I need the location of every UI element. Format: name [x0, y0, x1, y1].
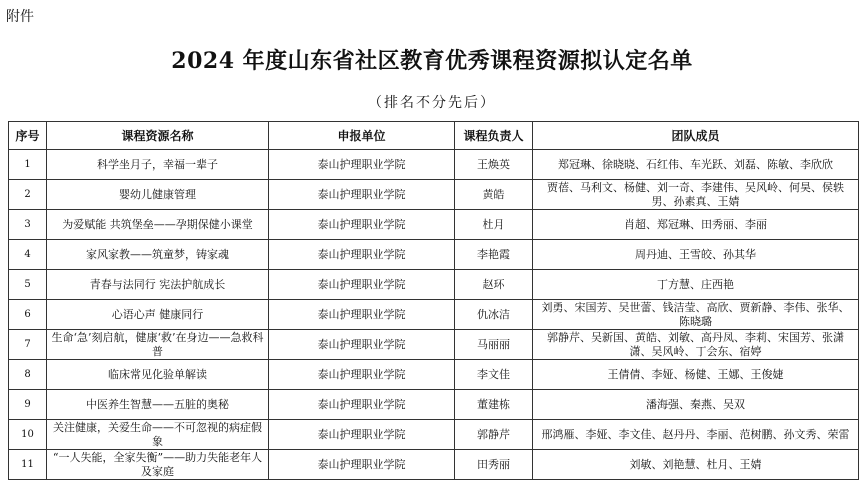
cell-leader: 仇冰洁 — [455, 300, 533, 330]
header-leader: 课程负责人 — [455, 122, 533, 150]
cell-unit: 泰山护理职业学院 — [269, 420, 455, 450]
cell-index: 9 — [9, 390, 47, 420]
cell-team: 刘敏、刘艳慧、杜月、王婧 — [533, 450, 859, 480]
cell-index: 1 — [9, 150, 47, 180]
table-row — [9, 420, 859, 450]
table-row — [9, 270, 859, 300]
table-row — [9, 450, 859, 480]
cell-team: 邢鸿雁、李娅、李文佳、赵丹丹、李丽、范树鹏、孙文秀、荣雷 — [533, 420, 859, 450]
cell-team: 丁方慧、庄西艳 — [533, 270, 859, 300]
table-row — [9, 360, 859, 390]
table-row — [9, 390, 859, 420]
cell-unit: 泰山护理职业学院 — [269, 210, 455, 240]
cell-unit: 泰山护理职业学院 — [269, 300, 455, 330]
cell-course-name: 为爱赋能 共筑堡垒——孕期保健小课堂 — [47, 210, 269, 240]
cell-unit: 泰山护理职业学院 — [269, 270, 455, 300]
cell-index: 5 — [9, 270, 47, 300]
cell-leader: 马丽丽 — [455, 330, 533, 360]
cell-unit: 泰山护理职业学院 — [269, 150, 455, 180]
cell-index: 6 — [9, 300, 47, 330]
cell-team: 贾蓓、马利文、杨健、刘一奇、李建伟、吴风岭、何昊、侯轶男、孙素真、王婧 — [533, 180, 859, 210]
table-row — [9, 150, 859, 180]
cell-index: 4 — [9, 240, 47, 270]
cell-team: 肖超、郑冠琳、田秀丽、李丽 — [533, 210, 859, 240]
header-team: 团队成员 — [533, 122, 859, 150]
cell-index: 10 — [9, 420, 47, 450]
document-title: 2024 年度山东省社区教育优秀课程资源拟认定名单 — [171, 48, 693, 74]
cell-unit: 泰山护理职业学院 — [269, 390, 455, 420]
cell-index: 8 — [9, 360, 47, 390]
attachment-label: 附件 — [6, 9, 34, 25]
cell-leader: 郭静芹 — [455, 420, 533, 450]
cell-unit: 泰山护理职业学院 — [269, 450, 455, 480]
cell-course-name: 心语心声 健康同行 — [47, 300, 269, 330]
cell-course-name: 关注健康，关爱生命——不可忽视的病症假象 — [47, 420, 269, 450]
header-unit: 申报单位 — [269, 122, 455, 150]
cell-unit: 泰山护理职业学院 — [269, 330, 455, 360]
cell-team: 郑冠琳、徐晓晓、石红伟、车光跃、刘磊、陈敏、李欣欣 — [533, 150, 859, 180]
document-subtitle: （排名不分先后） — [368, 95, 496, 111]
cell-course-name: 生命‘急’刻启航，健康‘救’在身边——急救科普 — [47, 330, 269, 360]
table-header-row — [9, 122, 859, 150]
cell-unit: 泰山护理职业学院 — [269, 180, 455, 210]
table-row — [9, 210, 859, 240]
cell-course-name: 科学坐月子，幸福一辈子 — [47, 150, 269, 180]
cell-leader: 田秀丽 — [455, 450, 533, 480]
cell-index: 11 — [9, 450, 47, 480]
table-row — [9, 300, 859, 330]
cell-course-name: 青春与法同行 宪法护航成长 — [47, 270, 269, 300]
header-index: 序号 — [9, 122, 47, 150]
course-table — [8, 121, 859, 480]
cell-leader: 李艳霞 — [455, 240, 533, 270]
cell-index: 2 — [9, 180, 47, 210]
cell-leader: 黄皓 — [455, 180, 533, 210]
cell-course-name: 临床常见化验单解读 — [47, 360, 269, 390]
cell-index: 3 — [9, 210, 47, 240]
cell-team: 郭静芹、吴新国、黄皓、刘敏、高丹凤、李莉、宋国芳、张潇潇、吴风岭、丁会东、宿婷 — [533, 330, 859, 360]
cell-course-name: 婴幼儿健康管理 — [47, 180, 269, 210]
table-row — [9, 180, 859, 210]
cell-leader: 李文佳 — [455, 360, 533, 390]
cell-course-name: 家风家教——筑童梦，铸家魂 — [47, 240, 269, 270]
cell-leader: 杜月 — [455, 210, 533, 240]
cell-leader: 赵环 — [455, 270, 533, 300]
cell-course-name: 中医养生智慧——五脏的奥秘 — [47, 390, 269, 420]
cell-team: 周丹迪、王雪皎、孙其华 — [533, 240, 859, 270]
cell-leader: 王焕英 — [455, 150, 533, 180]
cell-leader: 董建栋 — [455, 390, 533, 420]
cell-course-name: “一人失能，全家失衡”——助力失能老年人及家庭 — [47, 450, 269, 480]
header-course-name: 课程资源名称 — [47, 122, 269, 150]
cell-team: 王倩倩、李娅、杨健、王娜、王俊婕 — [533, 360, 859, 390]
cell-unit: 泰山护理职业学院 — [269, 360, 455, 390]
cell-index: 7 — [9, 330, 47, 360]
table-row — [9, 330, 859, 360]
cell-team: 潘海强、秦燕、吴双 — [533, 390, 859, 420]
cell-team: 刘勇、宋国芳、吴世蕾、钱洁莹、高欣、贾新静、李伟、张华、陈晓璐 — [533, 300, 859, 330]
cell-unit: 泰山护理职业学院 — [269, 240, 455, 270]
table-row — [9, 240, 859, 270]
